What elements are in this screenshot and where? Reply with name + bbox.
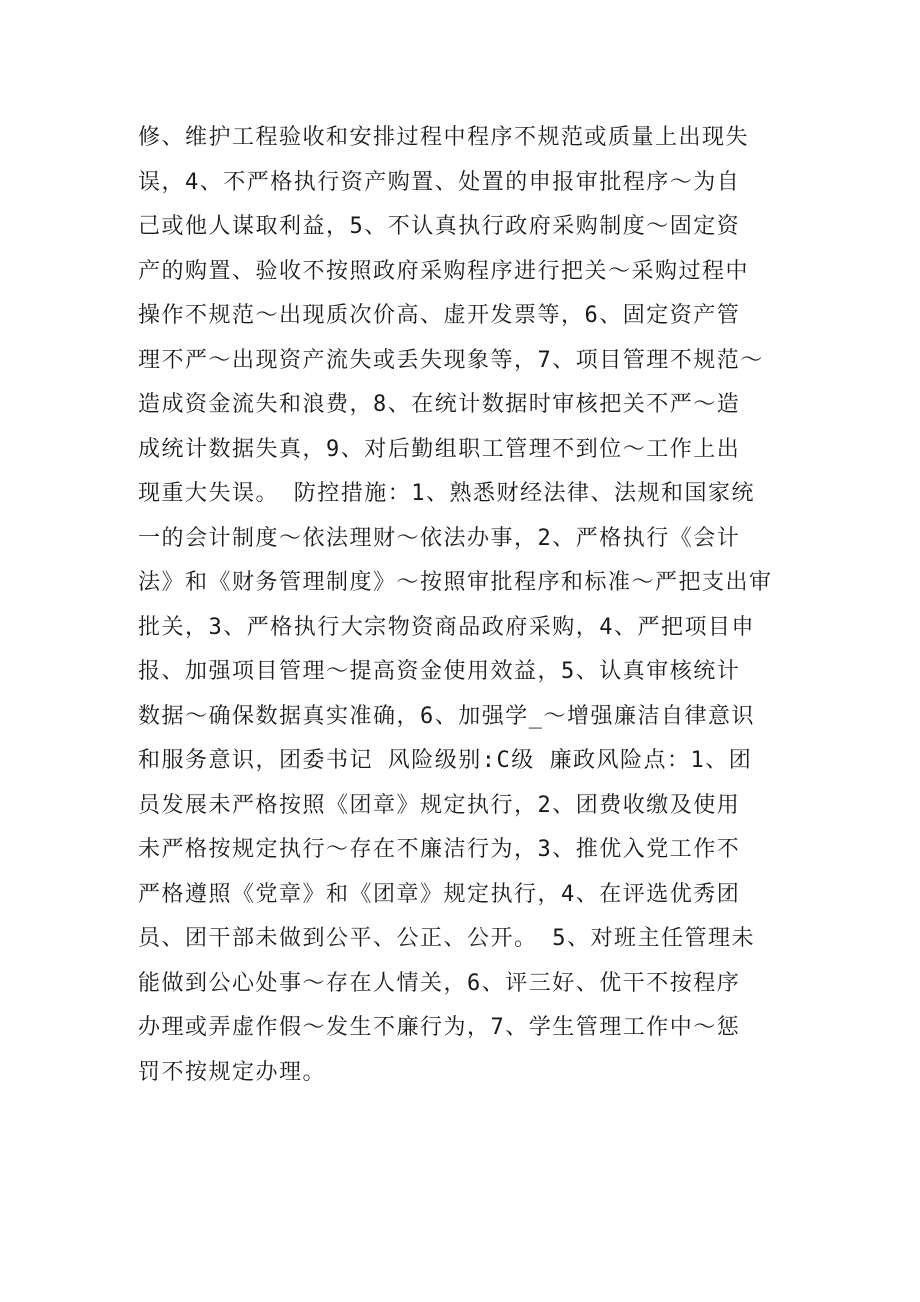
text-line: 报、加强项目管理～提高资金使用效益，5、认真审核统计 [138,659,741,684]
text-line: 己或他人谋取利益，5、不认真执行政府采购制度～固定资 [138,214,741,239]
text-line: 严格遵照《党章》和《团章》规定执行，4、在评选优秀团 [138,881,741,907]
text-line: 法》和《财务管理制度》～按照审批程序和标准～严把支出审 [138,570,773,595]
text-line: 员发展未严格按照《团章》规定执行，2、团费收缴及使用 [138,792,741,818]
text-line: 一的会计制度～依法理财～依法办事，2、严格执行《会计 [138,525,741,551]
text-line: 理不严～出现资产流失或丢失现象等，7、项目管理不规范～ [138,347,764,373]
text-line: 员、团干部未做到公平、公正、公开。 5、对班主任管理未 [138,926,755,951]
text-line: 误，4、不严格执行资产购置、处置的申报审批程序～为自 [138,169,741,195]
text-line: 批关，3、严格执行大宗物资商品政府采购，4、严把项目申 [138,614,755,640]
text-line: 现重大失误。 防控措施：1、熟悉财经法律、法规和国家统 [138,481,755,506]
text-line: 办理或弄虚作假～发生不廉行为，7、学生管理工作中～惩 [138,1015,741,1040]
text-line: 成统计数据失真，9、对后勤组职工管理不到位～工作上出 [138,436,741,462]
text-line: 操作不规范～出现质次价高、虚开发票等，6、固定资产管 [138,303,741,328]
body-text [138,116,798,1095]
text-line: 造成资金流失和浪费，8、在统计数据时审核把关不严～造 [138,392,741,417]
text-line: 罚不按规定办理。 [138,1059,327,1085]
text-line: 和服务意识，团委书记 风险级别:C级 廉政风险点：1、团 [138,748,753,773]
text-line: 能做到公心处事～存在人情关，6、评三好、优干不按程序 [138,970,741,996]
text-line: 修、维护工程验收和安排过程中程序不规范或质量上出现失 [138,125,750,150]
text-line: 产的购置、验收不按照政府采购程序进行把关～采购过程中 [138,258,750,284]
text-line: 未严格按规定执行～存在不廉洁行为，3、推优入党工作不 [138,837,741,862]
text-line: 数据～确保数据真实准确，6、加强学_～增强廉洁自律意识 [138,703,755,729]
